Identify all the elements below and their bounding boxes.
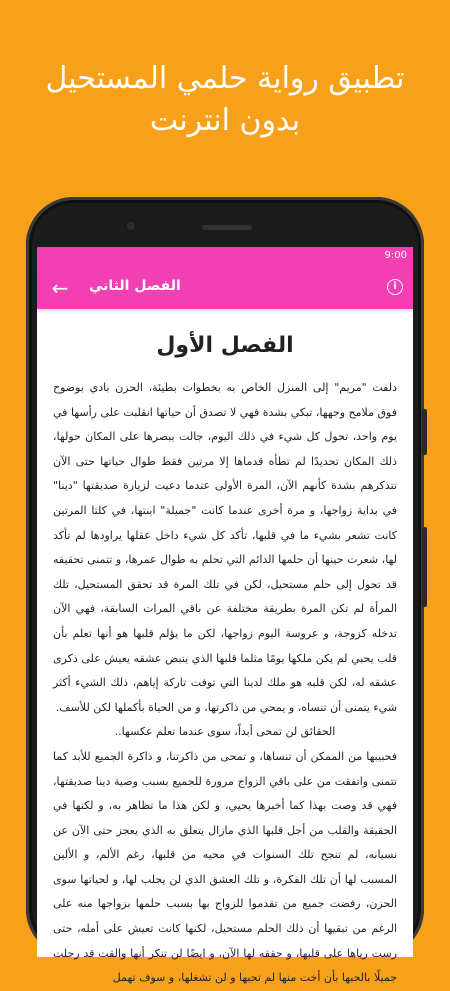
promo-headline [0, 58, 450, 142]
chapter-heading: الفصل الأول [156, 333, 294, 358]
app-bar [37, 269, 413, 309]
earpiece-speaker [202, 225, 252, 230]
app-bar-title: الفصل الثاني [89, 278, 181, 294]
front-camera [124, 219, 138, 233]
arrow-back-icon[interactable]: ← [51, 276, 69, 300]
power-button [422, 527, 427, 607]
status-bar [37, 247, 413, 269]
phone-frame [26, 197, 424, 985]
status-time: 9:00 [384, 250, 407, 261]
chapter-content[interactable] [37, 309, 413, 991]
paragraph: الحقائق لن تمحى أبداً، سوى عندما تعلم عكسها.. [114, 725, 336, 739]
paragraph: دلفت "مريم" إلى المنزل الخاص به بخطوات بطيئة، الحزن بادي بوضوح فوق ملامح وجهها، تبكي بشدة فهي لا تصدق أن حياتها انقلبت على رأسها في يوم واحد، تحول كل شيء في ذلك اليوم، جالت ببصرها على المكان حولها، ذلك المكان تحديدًا لم تطأه قدماها إلا مرتين فقط طوال حياتها حتى الآن تتذكرهم بشدة كأنهم الآن، المرة الأولى عندما دعيت لزيارة صديقتها "دينا" في بداية زواجها، و مرة أخرى عندما كانت "جميلة" ابنتها، في كلتا المرتين كانت تشعر بشيء ما في قلبها، تأكد كل شيء داخل عقلها يراودها لم تأكد لها، شعرت حينها أن حلمها الدائم التي تحلم به طوال عمرها، و تتمنى تحقيقه قد تحول إلى حلم مستحيل، لكن في تلك المرة قد تحقق المستحيل، تلك المرأة لم تكن المرة بطريقة مختلفة عن باقي المرات السابقة، فهي الآن تدخله كزوجة، و عروسة اليوم زواجها، لكن ما يؤلم قلبها هو أنها تعلم بأن قلب يحبي لم يكن ملكها يومًا مثلما قلبها الذي ينبض عشقه يعيش على ذكرى عشقه له، لكن قلبه هو ملك لدينا التي توفت تاركة إياهم، ذلك الشيء أكثر شيء يتمنى أن تنساه، و يمحي من ذاكرتها، و من الحياة بأكملها لكن للأسف. [53, 381, 397, 714]
volume-button [422, 409, 427, 455]
headline-line-1: تطبيق رواية حلمي المستحيل [45, 61, 405, 96]
info-icon[interactable]: i [387, 279, 403, 295]
paragraph: فحبيبها من الممكن أن تنساها، و تمحى من ذاكرتنا، و ذاكرة الجميع للأبد كما تتمنى واتفقت من على باقي الزواج مرورة للجميع بسبب وصية دينا صديقتها، فهي قد وصت بهذا كما أخبرها يحيي، و لكن هذا ما تظاهر به، و لكنها في الحقيقة والقلب من أجل قلبها الذي مازال يتعلق به الذي يعجز حتى الآن عن نسيانه، لم تنجح تلك السنوات في محيه من قلبها، رغم الألم، و الألين المسبب لها أن تلك الفكرة، و تلك العشق الذي لن يجلب لها، و لحياتها سوى الحزن، رفضت جميع من تقدموا للزواج بها بسبب حلمها بزواجها منه على الرغم من تبقيها أن ذلك الحلم مستحيل، لكنها كانت تعيش على أمله، حتى رست رياها على قلبها، و حققه لها الآن، و ايضًا لن تنكر أنها والقت قد رحلت جميلًا بالحبها بأن أخت منها لم تحبها و لن تشغلها، و سوف تهمل [53, 749, 397, 985]
chapter-body [53, 376, 397, 991]
headline-line-2: بدون انترنت [149, 103, 301, 138]
phone-screen [37, 247, 413, 985]
